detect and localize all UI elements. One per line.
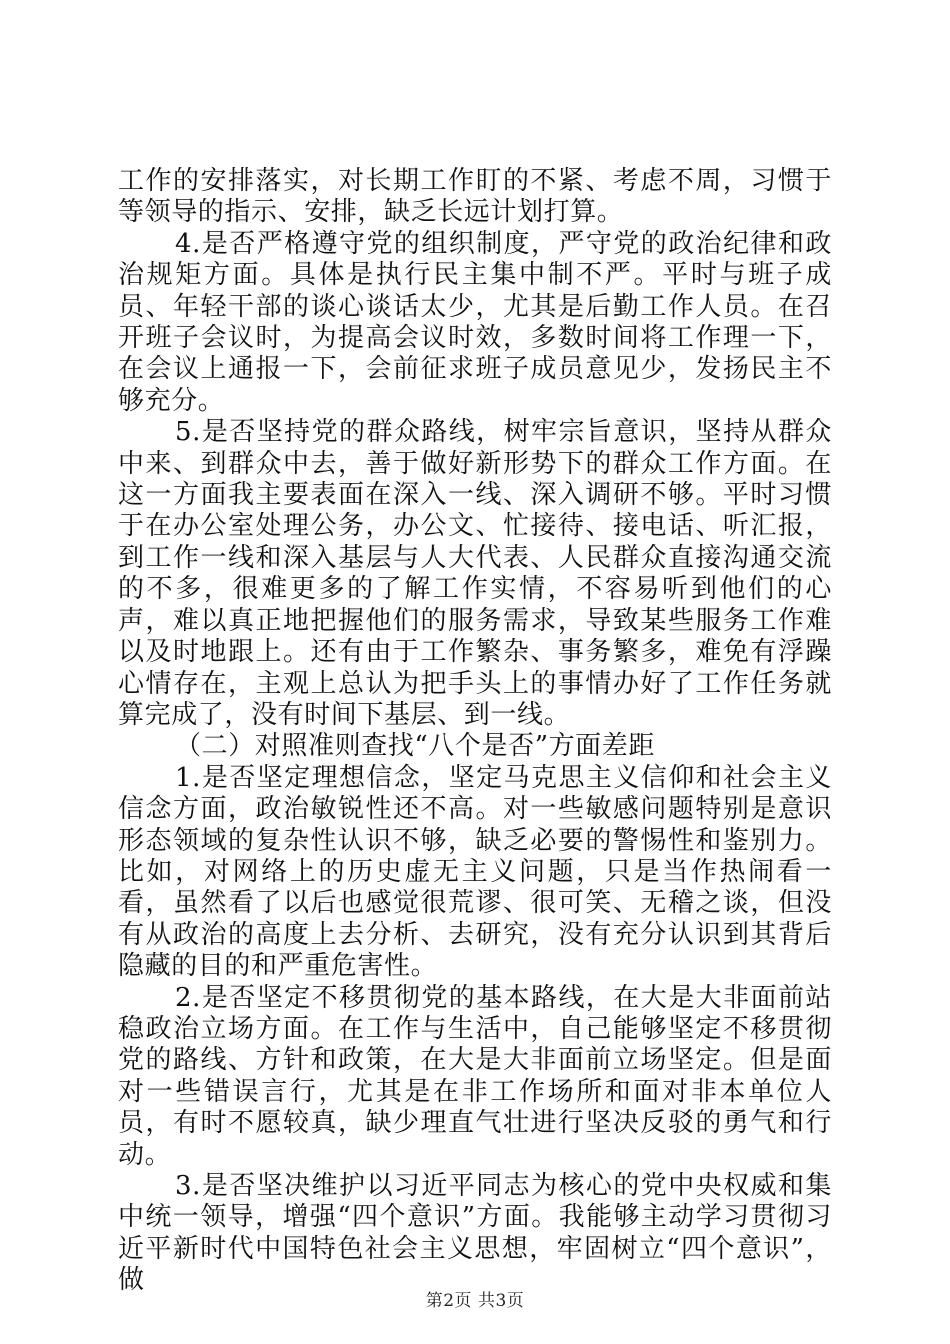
paragraph-item-2: 2.是否坚定不移贯彻党的基本路线，在大是大非面前站稳政治立场方面。在工作与生活中，自己能够坚定不移贯彻党的路线、方针和政策，在大是大非面前立场坚定。但是面对一些错误言行，尤其是在非工作场所和面对非本单位人员，有时不愿较真，缺少理直气壮进行坚决反驳的勇气和行动。 — [118, 982, 832, 1170]
paragraph-item-4: 4.是否严格遵守党的组织制度，严守党的政治纪律和政治规矩方面。具体是执行民主集中制不严。平时与班子成员、年轻干部的谈心谈话太少，尤其是后勤工作人员。在召开班子会议时，为提高会议时效，多数时间将工作理一下，在会议上通报一下，会前征求班子成员意见少，发扬民主不够充分。 — [118, 228, 832, 416]
page-footer: 第2页 共3页 — [425, 1291, 525, 1311]
paragraph-item-3: 3.是否坚决维护以习近平同志为核心的党中央权威和集中统一领导，增强“四个意识”方面。我能够主动学习贯彻习近平新时代中国特色社会主义思想，牢固树立“四个意识”，做 — [118, 1171, 832, 1296]
paragraph-item-1: 1.是否坚定理想信念，坚定马克思主义信仰和社会主义信念方面，政治敏锐性还不高。对一些敏感问题特别是意识形态领域的复杂性认识不够，缺乏必要的警惕性和鉴别力。比如，对网络上的历史虚无主义问题，只是当作热闹看一看，虽然看了以后也感觉很荒谬、很可笑、无稽之谈，但没有从政治的高度上去分析、去研究，没有充分认识到其背后隐藏的目的和严重危害性。 — [118, 762, 832, 982]
paragraph-continuation: 工作的安排落实，对长期工作盯的不紧、考虑不周，习惯于等领导的指示、安排，缺乏长远计划打算。 — [118, 166, 832, 228]
paragraph-item-5: 5.是否坚持党的群众路线，树牢宗旨意识，坚持从群众中来、到群众中去，善于做好新形势下的群众工作方面。在这一方面我主要表面在深入一线、深入调研不够。平时习惯于在办公室处理公务，办公文、忙接待、接电话、听汇报，到工作一线和深入基层与人大代表、人民群众直接沟通交流的不多，很难更多的了解工作实情，不容易听到他们的心声，难以真正地把握他们的服务需求，导致某些服务工作难以及时地跟上。还有由于工作繁杂、事务繁多，难免有浮躁心情存在，主观上总认为把手头上的事情办好了工作任务就算完成了，没有时间下基层、到一线。 — [118, 417, 832, 730]
document-body — [118, 166, 832, 1297]
section-heading: （二）对照准则查找“八个是否”方面差距 — [175, 731, 655, 762]
